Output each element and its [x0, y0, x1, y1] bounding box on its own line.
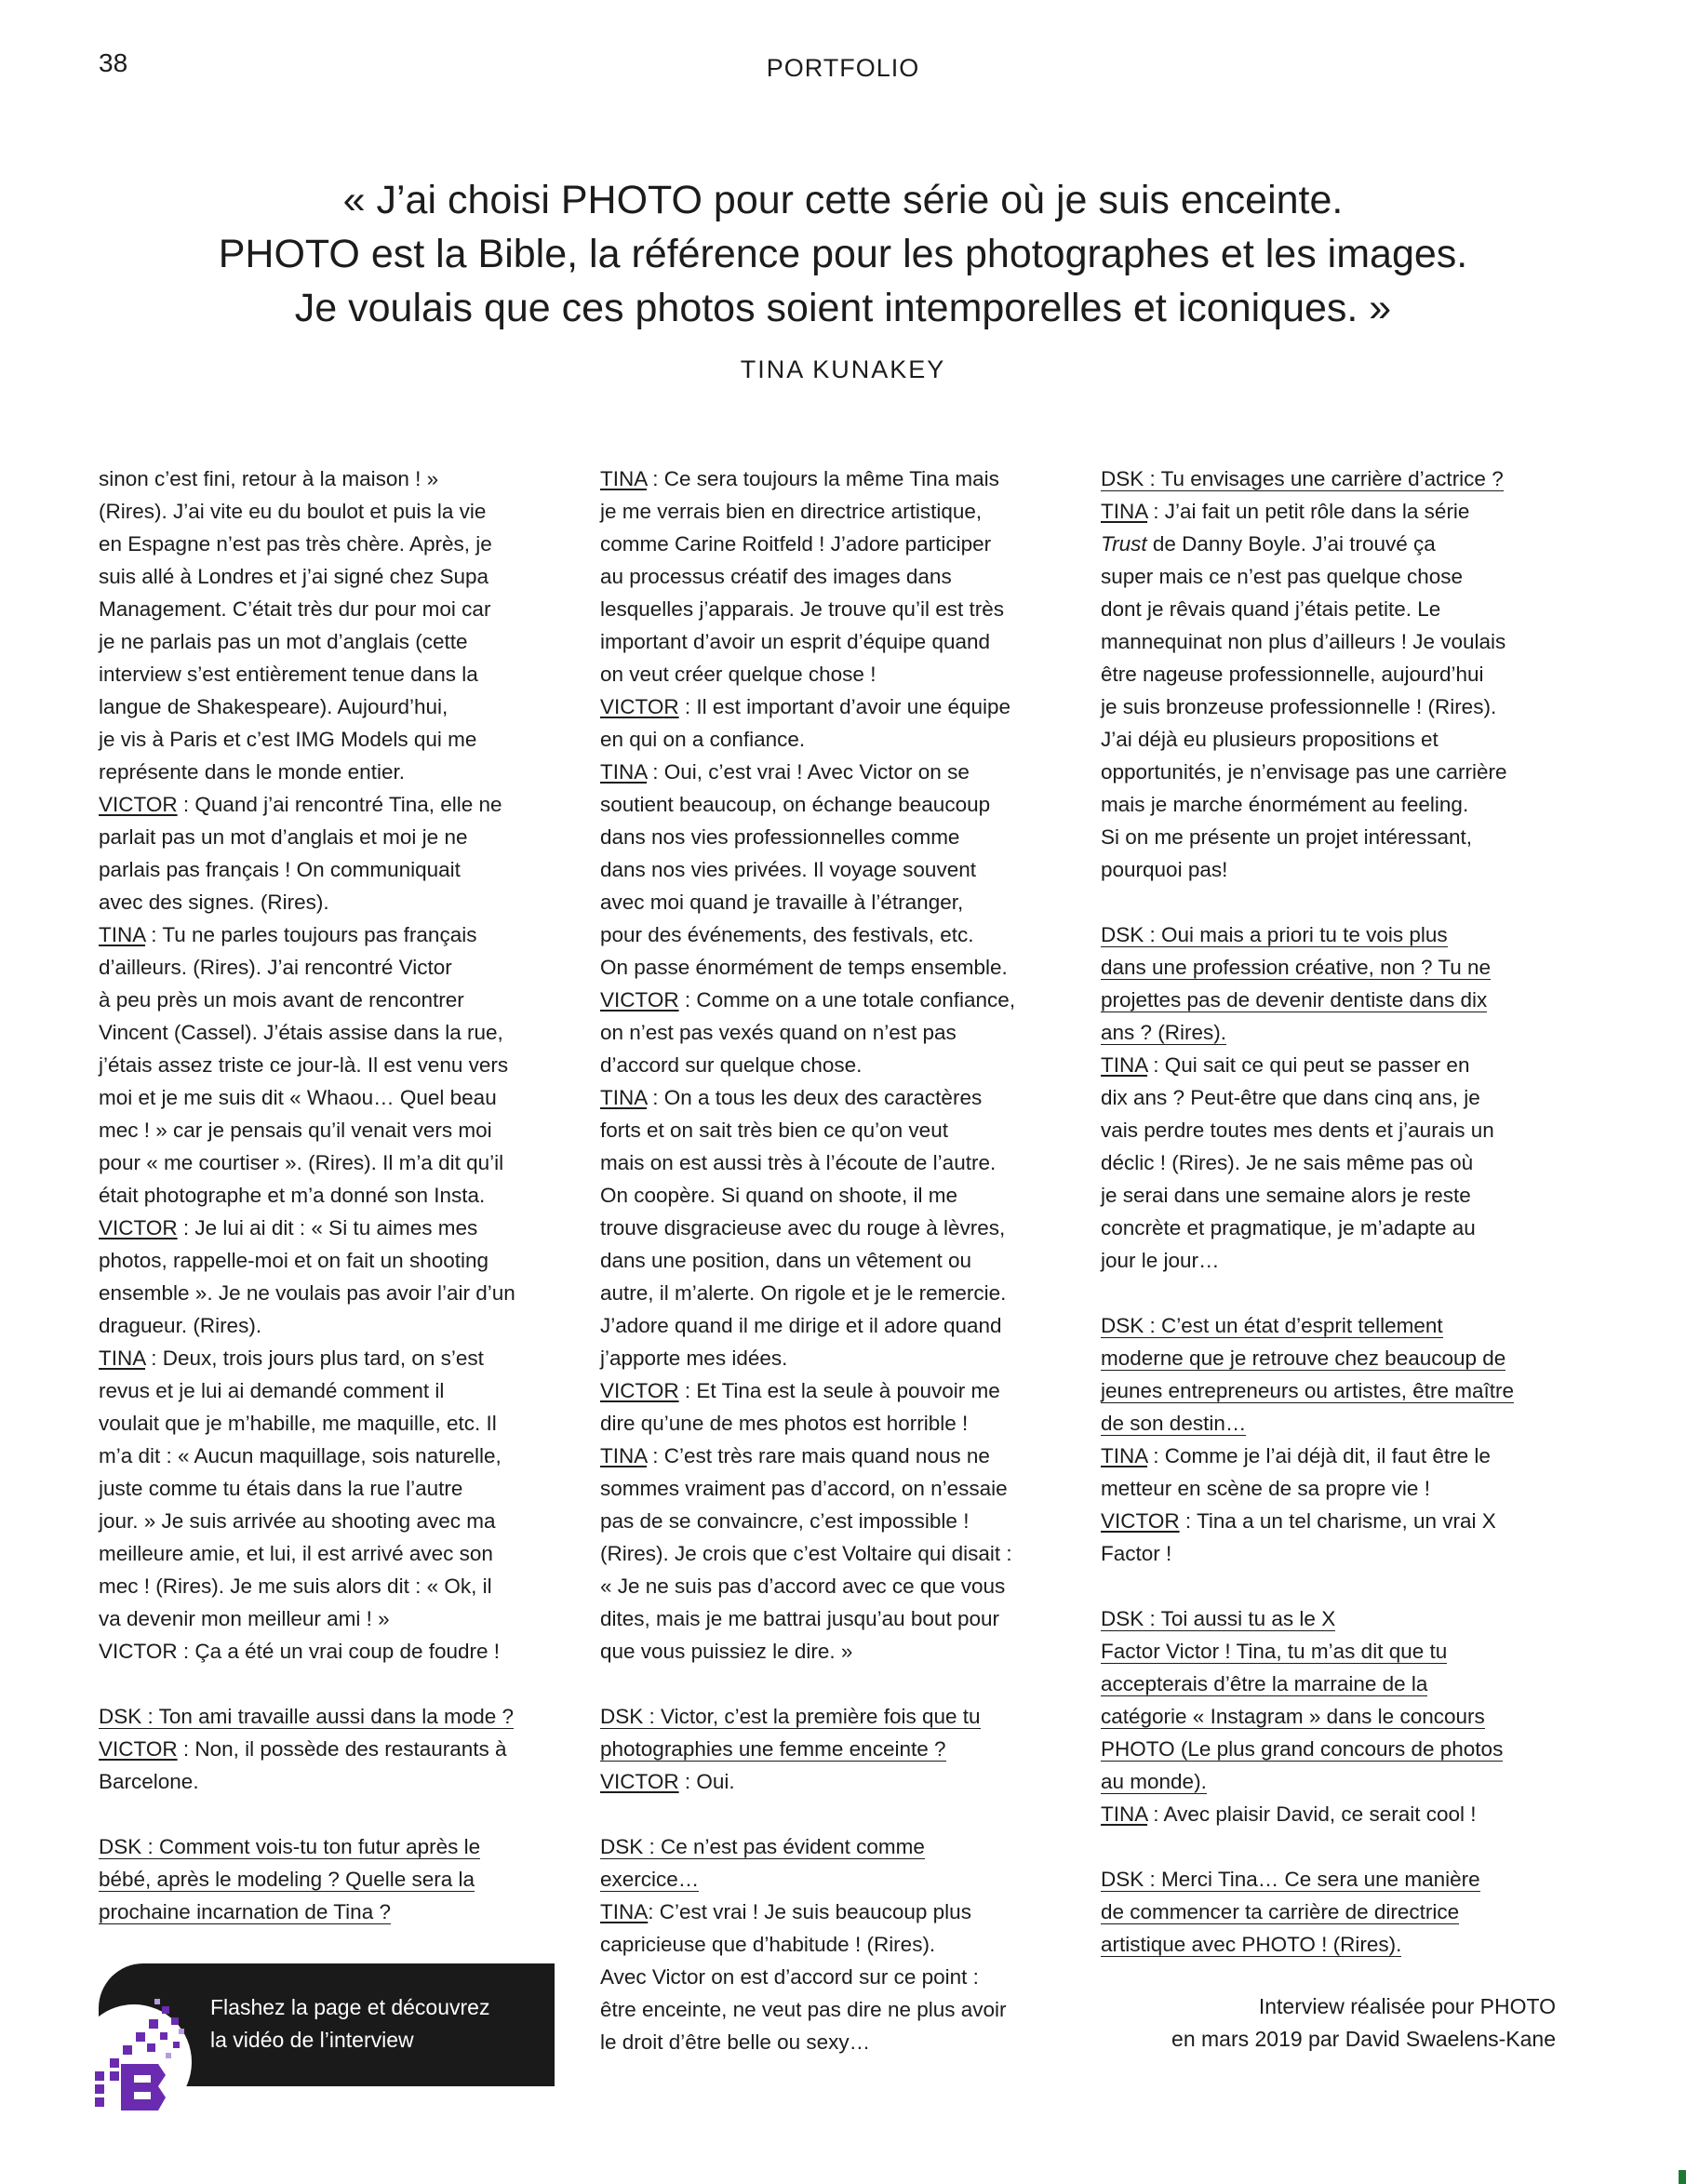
interview-question: [1101, 1309, 1585, 1440]
interview-question: [1101, 1602, 1585, 1798]
answer: [1101, 1049, 1585, 1277]
answer-text: : Comme on a une totale confiance, on n’est pas vexés quand on n’est pas d’accord sur quelque chose.: [600, 988, 1016, 1077]
interview-question: [1101, 918, 1585, 1049]
speaker-name: VICTOR: [600, 695, 679, 718]
column-3: [1101, 462, 1585, 1961]
question-line: artistique avec PHOTO ! (Rires).: [1101, 1933, 1402, 1956]
credit-line: en mars 2019 par David Swaelens-Kane: [1171, 2027, 1556, 2051]
series-title: Trust: [1101, 532, 1147, 556]
answer-text: : Je lui ai dit : « Si tu aimes mes photos, rappelle-moi et on fait un shooting ensemble ». Je ne voulais pas avoir l’air d’un dragueur. (Rires).: [99, 1216, 515, 1337]
speaker-name: TINA: [1101, 1802, 1148, 1826]
question-line: DSK : Tu envisages une carrière d’actrice ?: [1101, 467, 1504, 490]
speaker-name: VICTOR: [99, 1737, 178, 1761]
question-line: projettes pas de devenir dentiste dans dix: [1101, 988, 1488, 1012]
answer-text: : Il est important d’avoir une équipe en qui on a confiance.: [600, 695, 1011, 751]
question-line: Factor Victor ! Tina, tu m’as dit que tu: [1101, 1640, 1448, 1663]
corner-marker: [1679, 2170, 1686, 2184]
question-line: moderne que je retrouve chez beaucoup de: [1101, 1347, 1506, 1370]
question-line: DSK : Comment vois-tu ton futur après le: [99, 1835, 481, 1858]
answer: [99, 1212, 582, 1342]
page-number: 38: [99, 48, 128, 77]
speaker-name: TINA: [99, 1347, 146, 1370]
question-line: DSK : Toi aussi tu as le X: [1101, 1607, 1336, 1630]
speaker-name: VICTOR: [99, 793, 178, 816]
answer-text: : Qui sait ce qui peut se passer en dix ans ? Peut-être que dans cinq ans, je vais perdre toutes mes dents et j’aurais un déclic ! (Rires). Je ne sais même pas où je serai dans une semaine alors je reste concrète et pragmatique, je m’adapte au jour le jour…: [1101, 1053, 1494, 1272]
answer-text: : Comme je l’ai déjà dit, il faut être le metteur en scène de sa propre vie !: [1101, 1444, 1491, 1500]
section-header: PORTFOLIO: [766, 54, 920, 82]
answer: [99, 1342, 582, 1635]
answer-text: : Et Tina est la seule à pouvoir me dire qu’une de mes photos est horrible !: [600, 1379, 1000, 1435]
question-line: DSK : C’est un état d’esprit tellement: [1101, 1314, 1443, 1337]
answer: [99, 788, 582, 918]
speaker-name: TINA: [1101, 1053, 1148, 1077]
answer: [600, 1765, 1084, 1798]
question-line: DSK : Merci Tina… Ce sera une manière: [1101, 1868, 1480, 1891]
pull-quote-line: « J’ai choisi PHOTO pour cette série où je suis enceinte.: [342, 178, 1344, 222]
answer: [600, 1896, 1084, 2058]
speaker-name: TINA: [600, 1086, 648, 1109]
answer-text: de Danny Boyle. J’ai trouvé ça super mais ce n’est pas quelque chose dont je rêvais quand j’étais petite. Le mannequinat non plus d’ailleurs ! Je voulais être nageuse professionnelle, aujourd’hui je suis bronzeuse professionnelle ! (Rires). J’ai déjà eu plusieurs propositions et opportunités, je n’envisage pas une carrière mais je marche énormément au feeling. Si on me présente un projet intéressant, pourquoi pas!: [1101, 532, 1507, 881]
question-line: DSK : Oui mais a priori tu te vois plus: [1101, 923, 1448, 946]
paragraph: sinon c’est fini, retour à la maison ! » (Rires). J’ai vite eu du boulot et puis la vie en Espagne n’est pas très chère. Après, je suis allé à Londres et j’ai signé chez Supa Management. C’était très dur pour moi car je ne parlais pas un mot d’anglais (cette interview s’est entièrement tenue dans la langue de Shakespeare). Aujourd’hui, je vis à Paris et c’est IMG Models qui me représente dans le monde entier.: [99, 467, 492, 784]
question-line: bébé, après le modeling ? Quelle sera la: [99, 1868, 475, 1891]
question-line: exercice…: [600, 1868, 700, 1891]
interview-question: [99, 1700, 582, 1733]
answer-text: : Deux, trois jours plus tard, on s’est revus et je lui ai demandé comment il voulait que je m’habille, me maquille, etc. Il m’a dit : « Aucun maquillage, sois naturelle, juste comme tu étais dans la rue l’autre jour. » Je suis arrivée au shooting avec ma meilleure amie, et lui, il est arrivé avec son mec ! (Rires). Je me suis alors dit : « Ok, il va devenir mon meilleur ami ! »: [99, 1347, 502, 1630]
answer-text: : J’ai fait un petit rôle dans la série: [1153, 500, 1470, 523]
question-line: jeunes entrepreneurs ou artistes, être maître: [1101, 1379, 1514, 1402]
speaker-name: VICTOR: [600, 1770, 679, 1793]
column-2: [600, 462, 1084, 2058]
question-line: DSK : Victor, c’est la première fois que tu: [600, 1705, 981, 1728]
answer-text: : Avec plaisir David, ce serait cool !: [1147, 1802, 1477, 1826]
speaker-name: TINA: [600, 467, 648, 490]
interview-question: [1101, 1863, 1585, 1961]
question-line: PHOTO (Le plus grand concours de photos: [1101, 1737, 1504, 1761]
speaker-name: VICTOR: [1101, 1509, 1180, 1533]
answer: [600, 462, 1084, 690]
question-line: ans ? (Rires).: [1101, 1021, 1227, 1044]
question-line: au monde).: [1101, 1770, 1207, 1793]
answer-text: : C’est vrai ! Je suis beaucoup plus capricieuse que d’habitude ! (Rires). Avec Victor on est d’accord sur ce point : être enceinte, ne veut pas dire ne plus avoir le droit d’être belle ou sexy…: [600, 1900, 1007, 2054]
question-line: catégorie « Instagram » dans le concours: [1101, 1705, 1485, 1728]
speaker-name: TINA: [600, 1900, 649, 1923]
answer: [600, 1374, 1084, 1440]
answer: [600, 1081, 1084, 1374]
question-line: DSK : Ton ami travaille aussi dans la mode ?: [99, 1705, 515, 1728]
interview-question: [99, 1830, 582, 1928]
speaker-name: TINA: [1101, 500, 1148, 523]
answer-text: : Tina a un tel charisme, un vrai X Factor !: [1101, 1509, 1496, 1565]
answer: [1101, 1440, 1585, 1505]
flash-line: Flashez la page et découvrez: [210, 1995, 490, 2019]
flash-text: [210, 1991, 489, 2057]
answer: [1101, 1505, 1585, 1570]
speaker-name: TINA: [1101, 1444, 1148, 1467]
speaker-name: TINA: [99, 923, 146, 946]
answer: [99, 918, 582, 1212]
question-line: photographies une femme enceinte ?: [600, 1737, 946, 1761]
speaker-name: VICTOR: [600, 1379, 679, 1402]
answer-text: VICTOR : Ça a été un vrai coup de foudre !: [99, 1640, 501, 1663]
answer-text: : Ce sera toujours la même Tina mais je me verrais bien en directrice artistique, comme Carine Roitfeld ! J’adore participer au processus créatif des images dans lesquelles j’apparais. Je trouve qu’il est très important d’avoir un esprit d’équipe quand on veut créer quelque chose !: [600, 467, 1004, 686]
answer: [600, 690, 1084, 756]
credit-line: Interview réalisée pour PHOTO: [1258, 1994, 1556, 2018]
question-line: de son destin…: [1101, 1412, 1247, 1435]
speaker-name: TINA: [600, 760, 648, 784]
interview-question: [1101, 462, 1585, 495]
answer: [1101, 1798, 1585, 1830]
answer: [1101, 495, 1585, 886]
speaker-name: TINA: [600, 1444, 648, 1467]
answer: [99, 1733, 582, 1798]
question-line: de commencer ta carrière de directrice: [1101, 1900, 1460, 1923]
answer-text: : On a tous les deux des caractères forts et on sait très bien ce qu’on veut mais on est aussi très à l’écoute de l’autre. On coopère. Si quand on shoote, il me trouve disgracieuse avec du rouge à lèvres, dans une position, dans un vêtement ou autre, il m’alerte. On rigole et je le remercie. J’adore quand il me dirige et il adore quand j’apporte mes idées.: [600, 1086, 1007, 1370]
pull-quote-line: PHOTO est la Bible, la référence pour les photographes et les images.: [218, 232, 1468, 276]
answer-text: : Tu ne parles toujours pas français d’ailleurs. (Rires). J’ai rencontré Victor à peu près un mois avant de rencontrer Vincent (Cassel). J’étais assise dans la rue, j’étais assez triste ce jour-là. Il est venu vers moi et je me suis dit « Whaou… Quel beau mec ! » car je pensais qu’il venait vers moi pour « me courtiser ». (Rires). Il m’a dit qu’il était photographe et m’a donné son Insta.: [99, 923, 509, 1207]
answer: [600, 1440, 1084, 1668]
speaker-name: VICTOR: [600, 988, 679, 1012]
answer-text: : Oui, c’est vrai ! Avec Victor on se soutient beaucoup, on échange beaucoup dans nos vies professionnelles comme dans nos vies privées. Il voyage souvent avec moi quand je travaille à l’étranger, pour des événements, des festivals, etc. On passe énormément de temps ensemble.: [600, 760, 1008, 979]
question-line: dans une profession créative, non ? Tu ne: [1101, 956, 1492, 979]
interview-question: [600, 1700, 1084, 1765]
quote-attribution: TINA KUNAKEY: [740, 355, 946, 383]
column-1: [99, 462, 582, 1928]
flash-line: la vidéo de l’interview: [210, 2028, 414, 2052]
speaker-name: VICTOR: [99, 1216, 178, 1239]
question-line: accepterais d’être la marraine de la: [1101, 1672, 1428, 1695]
qr-code-icon: [69, 1986, 199, 2125]
interview-credit: [1171, 1990, 1556, 2056]
answer-text: : Non, il possède des restaurants à Barcelone.: [99, 1737, 507, 1793]
question-line: DSK : Ce n’est pas évident comme: [600, 1835, 925, 1858]
question-line: prochaine incarnation de Tina ?: [99, 1900, 391, 1923]
answer: [600, 756, 1084, 984]
interview-question: [600, 1830, 1084, 1896]
answer-text: : Oui.: [678, 1770, 735, 1793]
pull-quote-line: Je voulais que ces photos soient intemporelles et iconiques. »: [294, 286, 1392, 330]
answer: [600, 984, 1084, 1081]
pull-quote: [112, 173, 1574, 335]
answer-text: : C’est très rare mais quand nous ne sommes vraiment pas d’accord, on n’essaie pas de se convaincre, c’est impossible ! (Rires). Je crois que c’est Voltaire qui disait : « Je ne suis pas d’accord avec ce que vous dites, mais je me battrai jusqu’au bout pour que vous puissiez le dire. »: [600, 1444, 1012, 1663]
flash-video-box[interactable]: [99, 1963, 555, 2086]
answer-text: : Quand j’ai rencontré Tina, elle ne parlait pas un mot d’anglais et moi je ne parlais pas français ! On communiquait avec des signes. (Rires).: [99, 793, 502, 914]
